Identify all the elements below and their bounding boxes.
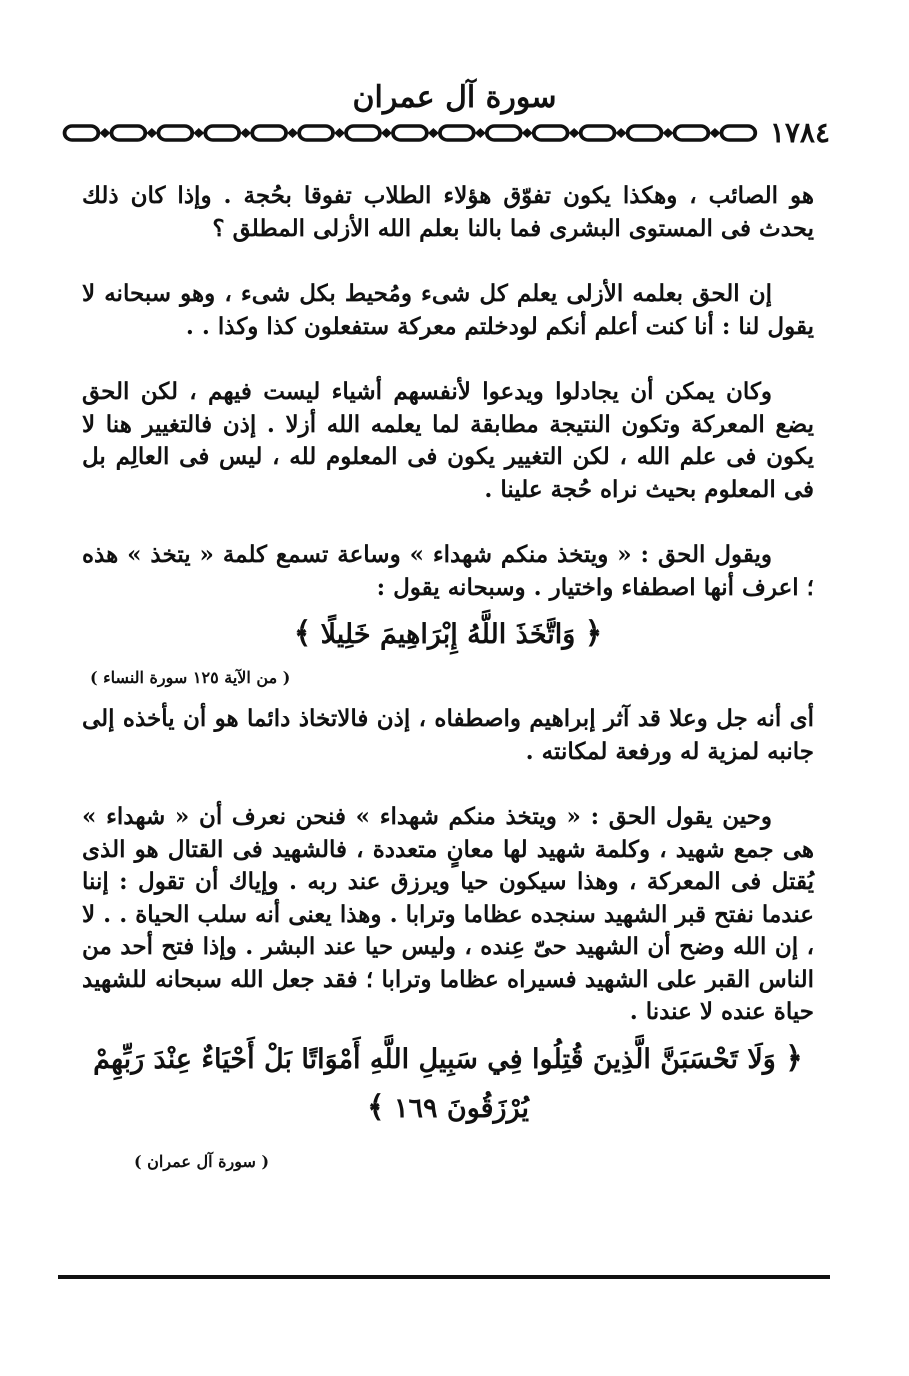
chain-link bbox=[65, 126, 99, 140]
page-body bbox=[82, 180, 814, 1187]
paragraph: وكان يمكن أن يجادلوا ويدعوا لأنفسهم أشياء ليست فيهم ، لكن الحق يضع المعركة وتكون النتيجة مطابقة لما يعلمه الله أزلا . إذن فالتغيير هنا لا يكون فى علم الله ، لكن التغيير يكون فى المعلوم لله ، ليس فى العالِم بل فى المعلوم بحيث نراه حُجة علينا . bbox=[82, 378, 814, 503]
verse-reference: ( سورة آل عمران ) bbox=[134, 1151, 270, 1171]
header-ornament-row bbox=[58, 118, 830, 148]
chain-link bbox=[440, 126, 474, 140]
bottom-rule bbox=[58, 1275, 830, 1279]
chain-link bbox=[393, 126, 427, 140]
verse-bracket-open: ﴿ bbox=[785, 1040, 803, 1076]
chain-diamond bbox=[287, 128, 298, 138]
chain-diamond bbox=[710, 128, 721, 138]
chain-link bbox=[346, 126, 380, 140]
chain-diamond bbox=[522, 128, 533, 138]
chain-link bbox=[252, 126, 286, 140]
verse-bracket-close: ﴾ bbox=[293, 616, 312, 651]
chain-link bbox=[158, 126, 192, 140]
chain-link bbox=[628, 126, 662, 140]
paragraph: ويقول الحق : « ويتخذ منكم شهداء » وساعة تسمع كلمة « يتخذ » هذه ؛ اعرف أنها اصطفاء واختيار . وسبحانه يقول : bbox=[82, 541, 814, 601]
chain-diamond bbox=[616, 128, 627, 138]
chain-link bbox=[111, 126, 145, 140]
verse-text: وَلَا تَحْسَبَنَّ الَّذِينَ قُتِلُوا فِي سَبِيلِ اللَّهِ أَمْوَاتًا بَلْ أَحْيَاءٌ عِنْدَ رَبِّهِمْ يُرْزَقُونَ ١٦٩ bbox=[93, 1043, 776, 1124]
page-number: ١٧٨٤ bbox=[769, 116, 830, 149]
verse-bracket-close: ﴾ bbox=[366, 1089, 385, 1125]
chain-diamond bbox=[663, 128, 674, 138]
chain-diamond bbox=[193, 128, 204, 138]
paragraph: أى أنه جل وعلا قد آثر إبراهيم واصطفاه ، إذن فالاتخاذ دائما هو أن يأخذه إلى جانبه لمزية له ورفعة لمكانته . bbox=[82, 705, 814, 765]
chain-diamond bbox=[100, 128, 111, 138]
chain-link bbox=[205, 126, 239, 140]
chain-link bbox=[534, 126, 568, 140]
chain-diamond bbox=[475, 128, 486, 138]
chain-link bbox=[721, 126, 755, 140]
chain-link bbox=[675, 126, 709, 140]
chain-diamond bbox=[146, 128, 157, 138]
paragraph: إن الحق بعلمه الأزلى يعلم كل شىء ومُحيط بكل شىء ، وهو سبحانه لا يقول لنا : أنا كنت أعلم أنكم لودخلتم معركة ستفعلون كذا وكذا . . bbox=[82, 280, 814, 340]
quran-verse bbox=[82, 610, 814, 659]
paragraph: وحين يقول الحق : « ويتخذ منكم شهداء » فنحن نعرف أن « شهداء » هى جمع شهيد ، وكلمة شهيد لها معانٍ متعددة ، فالشهيد فى القتال هو الذى يُقتل فى المعركة ، وهذا سيكون حيا ويرزق عند ربه . وإياك أن تقول : إننا عندما نفتح قبر الشهيد سنجده عظاما وترابا . وهذا يعنى أنه سلب الحياة . . لا ، إن الله وضح أن الشهيد حىّ عِنده ، وليس حيا عند البشر . وإذا فتح أحد من الناس القبر على الشهيد فسيراه عظاما وترابا ؛ فقد جعل الله سبحانه للشهيد حياة عنده لا عندنا . bbox=[82, 803, 814, 1025]
verse-text: وَاتَّخَذَ اللَّهُ إِبْرَاهِيمَ خَلِيلًا bbox=[320, 619, 576, 650]
chain-diamond bbox=[334, 128, 345, 138]
chain-diamond bbox=[240, 128, 251, 138]
chain-link bbox=[581, 126, 615, 140]
verse-reference: ( من الآية ١٢٥ سورة النساء ) bbox=[90, 668, 291, 687]
chain-diamond bbox=[569, 128, 580, 138]
chain-link bbox=[299, 126, 333, 140]
paragraph: هو الصائب ، وهكذا يكون تفوّق هؤلاء الطلاب تفوقا بحُجة . وإذا كان ذلك يحدث فى المستوى البشرى فما بالنا بعلم الله الأزلى المطلق ؟ bbox=[82, 182, 814, 242]
quran-verse bbox=[82, 1035, 814, 1133]
verse-bracket-open: ﴿ bbox=[584, 616, 603, 651]
chain-diamond bbox=[428, 128, 439, 138]
chain-ornament bbox=[58, 118, 762, 148]
surah-title: سورة آل عمران bbox=[352, 80, 557, 115]
chain-diamond bbox=[381, 128, 392, 138]
chain-link bbox=[487, 126, 521, 140]
